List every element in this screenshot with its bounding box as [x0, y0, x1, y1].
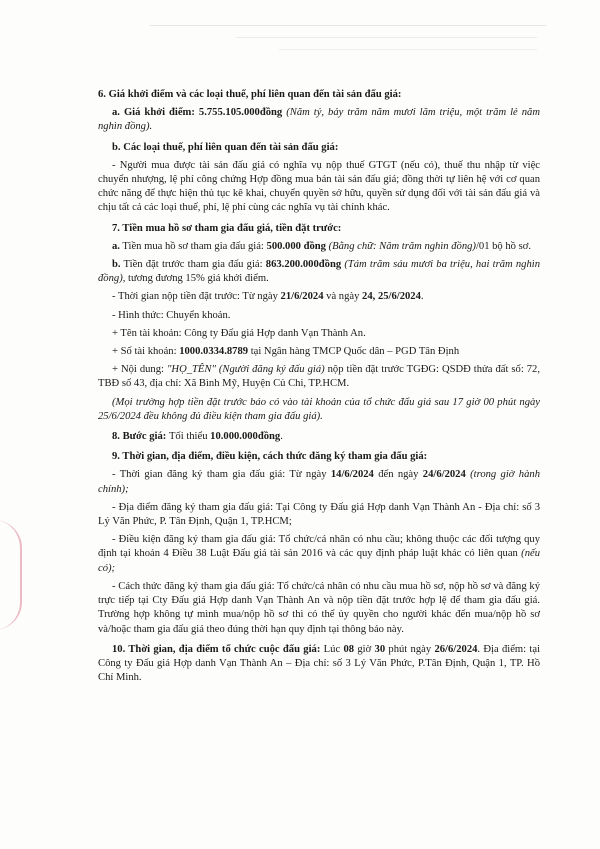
- s10-place: Địa điểm: tại Công ty Đấu giá Hợp danh Vạn Thành An – Địa chỉ: số 3 Lý Văn Phức, P.Tân Định, Quận 1, TP. Hồ Chí Minh.: [98, 643, 541, 684]
- account-name: + Tên tài khoản: Công ty Đấu giá Hợp danh Vạn Thành An.: [112, 327, 366, 339]
- deposit-note: [98, 396, 540, 424]
- s7b-tail: tương đương 15% giá khởi điểm.: [125, 273, 269, 285]
- s10-t4: .: [477, 643, 481, 655]
- s6a-label: a. Giá khởi điểm:: [112, 107, 199, 119]
- s6a-value: 5.755.105.000đồng: [198, 107, 283, 119]
- deposit-date-1: 21/6/2024: [280, 291, 324, 303]
- section-9-heading: 9. Thời gian, địa điểm, điều kiện, cách thức đăng ký tham gia đấu giá:: [112, 451, 428, 463]
- s8-label: 8. Bước giá:: [112, 431, 169, 443]
- transfer-content-name: "HỌ_TÊN" (Người đăng ký đấu giá): [166, 364, 325, 376]
- s10-t2: giờ: [354, 643, 375, 655]
- deposit-date-2: 24, 25/6/2024: [362, 291, 421, 303]
- s8-value: 10.000.000đồng: [210, 431, 281, 443]
- transfer-content: [98, 363, 540, 391]
- deposit-time-text: - Thời gian nộp tiền đặt trước: Từ ngày: [112, 291, 281, 303]
- section-10: [98, 643, 540, 686]
- deposit-time-end: .: [420, 291, 424, 303]
- section-7a: [98, 240, 540, 254]
- registration-place: - Địa điểm đăng ký tham gia đấu giá: Tại Công ty Đấu giá Hợp danh Vạn Thành An - Địa chỉ: số 3 Lý Văn Phức, P. Tân Định, Quận 1, TP.HCM;: [98, 501, 540, 528]
- reg-time-text: - Thời gian đăng ký tham gia đấu giá: Từ ngày: [112, 469, 331, 481]
- s6a-words: (Năm tỷ, bảy trăm năm mươi lăm triệu, một trăm lẻ năm nghìn đồng).: [98, 107, 540, 133]
- s10-label: 10. Thời gian, địa điểm tổ chức cuộc đấu giá:: [112, 643, 324, 655]
- s7b-words: (Tám trăm sáu mươi ba triệu, hai trăm nghìn đồng),: [98, 259, 541, 285]
- s7b-label: b.: [112, 259, 121, 271]
- registration-conditions: [98, 533, 540, 576]
- account-number-value: 1000.0334.8789: [179, 346, 249, 358]
- s8-end: .: [280, 431, 283, 443]
- transfer-content-tail: nộp tiền đặt trước TGĐG: QSDĐ thửa đất số: 72, TBĐ số 43, địa chỉ: Xã Bình Mỹ, Huyện Củ Chi, TP.HCM.: [98, 364, 540, 390]
- account-number: [98, 345, 540, 359]
- account-bank: tại Ngân hàng TMCP Quốc dân – PGD Tân Định: [248, 346, 460, 358]
- reg-date-2: 24/6/2024: [422, 469, 466, 481]
- deposit-note-text: (Mọi trường hợp tiền đặt trước báo có vào tài khoản của tổ chức đấu giá sau 17 giờ 00 phút ngày 25/6/2024 đều không đủ điều kiện tham gia đấu giá).: [98, 396, 540, 422]
- s7b-text: Tiền đặt trước tham gia đấu giá:: [120, 259, 266, 271]
- s10-hour: 08: [343, 643, 355, 655]
- s10-date: 26/6/2024: [434, 643, 478, 655]
- reg-cond-note: (nếu có);: [98, 548, 540, 574]
- s7b-value: 863.200.000đồng: [265, 259, 342, 271]
- show-through-text: [150, 14, 580, 54]
- s7a-label: a.: [112, 240, 120, 252]
- section-8: [98, 430, 540, 444]
- deposit-time-mid: và ngày: [323, 291, 363, 303]
- registration-time: [98, 468, 540, 496]
- section-6-heading: 6. Giá khởi điểm và các loại thuế, phí liên quan đến tài sản đấu giá:: [98, 89, 402, 100]
- section-6a: [98, 106, 540, 134]
- reg-date-1: 14/6/2024: [330, 469, 374, 481]
- section-7b: [98, 258, 540, 286]
- stamp-edge: [0, 520, 22, 630]
- s10-t3: phút ngày: [385, 643, 435, 655]
- section-6b-heading: b. Các loại thuế, phí liên quan đến tài sản đấu giá:: [112, 141, 339, 153]
- s10-t1: Lúc: [323, 643, 344, 655]
- section-7-heading: 7. Tiền mua hồ sơ tham gia đấu giá, tiền đặt trước:: [112, 222, 342, 234]
- s7a-words: (Bằng chữ: Năm trăm nghìn đồng): [325, 240, 476, 252]
- s7a-text: Tiền mua hồ sơ tham gia đấu giá:: [119, 240, 267, 252]
- deposit-form: - Hình thức: Chuyển khoản.: [112, 309, 231, 321]
- reg-cond-text: - Điều kiện đăng ký tham gia đấu giá: Tổ chức/cá nhân có nhu cầu; không thuộc các đối tượng quy định tại khoản 4 Điều 38 Luật Đấu giá tài sản 2016 và các quy định pháp luật khác có liên quan: [98, 534, 540, 560]
- s7a-tail: /01 bộ hồ sơ.: [475, 240, 531, 252]
- deposit-time: [98, 290, 540, 304]
- document-body: [98, 82, 540, 685]
- s10-minute: 30: [374, 643, 386, 655]
- account-number-label: + Số tài khoản:: [112, 346, 180, 358]
- s7a-value: 500.000 đồng: [266, 240, 326, 252]
- reg-time-mid: đến ngày: [373, 469, 423, 481]
- transfer-content-label: + Nội dung:: [112, 364, 167, 376]
- registration-method: - Cách thức đăng ký tham gia đấu giá: Tổ chức/cá nhân có nhu cầu mua hồ sơ, nộp hồ sơ và đăng ký trực tiếp tại Cty Đấu giá Hợp danh Vạn Thành An và nộp tiền đặt trước hợp lệ để tham gia đấu giá. Trường hợp không tự mình mua/nộp hồ sơ thì có thể ủy quyền cho người khác đến mua/nộp hồ sơ và/hoặc tham gia đấu giá theo đúng thời hạn quy định tại thông báo này.: [98, 580, 540, 635]
- reg-time-note: (trong giờ hành chính);: [98, 469, 540, 495]
- s8-text: Tối thiểu: [168, 431, 211, 443]
- section-6b-text: - Người mua được tài sản đấu giá có nghĩa vụ nộp thuế GTGT (nếu có), thuế thu nhập từ việc chuyển nhượng, lệ phí công chứng Hợp đồng mua bán tài sản đấu giá; đồng thời tự liên hệ với cơ quan chức năng để thực hiện thủ tục kê khai, chuyển quyền sở hữu, quyền sử dụng đối với tài sản đấu giá và chịu tất cả các loại thuế, phí, lệ phí cùng các nghĩa vụ tài chính khác.: [98, 159, 540, 214]
